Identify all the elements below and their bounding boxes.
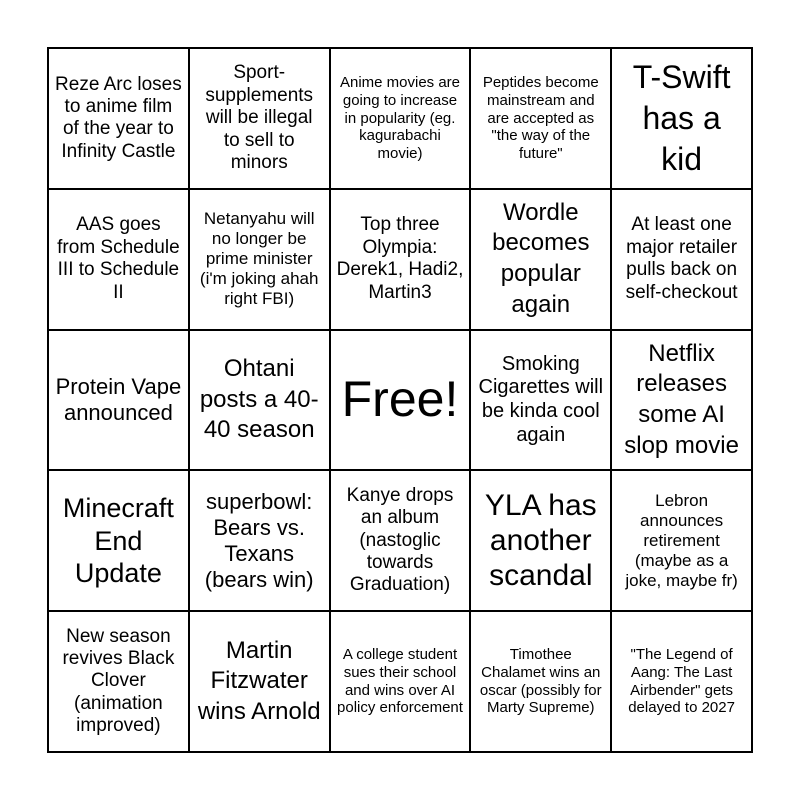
cell-text: Wordle becomes popular again xyxy=(492,198,590,318)
free-space-cell[interactable] xyxy=(330,330,471,471)
bingo-cell-r2c4[interactable] xyxy=(470,189,611,330)
bingo-cell-r2c2[interactable] xyxy=(189,189,330,330)
bingo-cell-r1c5[interactable] xyxy=(611,48,752,189)
cell-text: Top three Olympia: Derek1, Hadi2, Martin3 xyxy=(336,214,464,303)
bingo-cell-r5c3[interactable] xyxy=(330,611,471,752)
cell-text: At least one major retailer pulls back on self-checkout xyxy=(625,214,738,303)
cell-text: Smoking Cigarettes will be kinda cool again xyxy=(478,352,604,446)
cell-text: Free! xyxy=(341,371,459,428)
bingo-cell-r4c2[interactable] xyxy=(189,470,330,611)
bingo-cell-r4c3[interactable] xyxy=(330,470,471,611)
cell-text: Netanyahu will no longer be prime minister (i'm joking ahah right FBI) xyxy=(199,209,319,309)
bingo-board xyxy=(47,47,753,753)
cell-text: Minecraft End Update xyxy=(62,493,174,588)
cell-text: Ohtani posts a 40-40 season xyxy=(199,354,319,444)
bingo-cell-r1c3[interactable] xyxy=(330,48,471,189)
cell-text: YLA has another scandal xyxy=(484,488,597,593)
bingo-cell-r3c2[interactable] xyxy=(189,330,330,471)
cell-text: New season revives Black Clover (animation improved) xyxy=(62,625,175,737)
bingo-cell-r1c1[interactable] xyxy=(48,48,189,189)
cell-text: Kanye drops an album (nastoglic towards Graduation) xyxy=(346,484,454,596)
cell-text: superbowl: Bears vs. Texans (bears win) xyxy=(204,488,314,592)
cell-text: AAS goes from Schedule III to Schedule II xyxy=(57,214,180,303)
cell-text: Netflix releases some AI slop movie xyxy=(624,339,739,459)
bingo-cell-r5c2[interactable] xyxy=(189,611,330,752)
cell-text: Sport-supplements will be illegal to sell to minors xyxy=(205,62,314,173)
cell-text: Martin Fitzwater wins Arnold xyxy=(197,636,321,725)
bingo-cell-r5c5[interactable] xyxy=(611,611,752,752)
bingo-cell-r1c2[interactable] xyxy=(189,48,330,189)
bingo-cell-r3c4[interactable] xyxy=(470,330,611,471)
cell-text: A college student sues their school and wins over AI policy enforcement xyxy=(337,646,463,717)
bingo-cell-r5c1[interactable] xyxy=(48,611,189,752)
bingo-cell-r3c5[interactable] xyxy=(611,330,752,471)
bingo-cell-r4c5[interactable] xyxy=(611,470,752,611)
bingo-cell-r2c3[interactable] xyxy=(330,189,471,330)
bingo-cell-r4c4[interactable] xyxy=(470,470,611,611)
bingo-cell-r4c1[interactable] xyxy=(48,470,189,611)
cell-text: Lebron announces retirement (maybe as a joke, maybe fr) xyxy=(625,490,738,590)
cell-text: Protein Vape announced xyxy=(55,374,182,425)
bingo-cell-r2c5[interactable] xyxy=(611,189,752,330)
bingo-cell-r2c1[interactable] xyxy=(48,189,189,330)
cell-text: Timothee Chalamet wins an oscar (possibly for Marty Supreme) xyxy=(479,646,602,717)
bingo-cell-r3c1[interactable] xyxy=(48,330,189,471)
bingo-cell-r1c4[interactable] xyxy=(470,48,611,189)
cell-text: Peptides become mainstream and are accepted as "the way of the future" xyxy=(482,74,599,162)
cell-text: T-Swift has a kid xyxy=(632,58,731,177)
bingo-cell-r5c4[interactable] xyxy=(470,611,611,752)
cell-text: Reze Arc loses to anime film of the year to Infinity Castle xyxy=(55,73,182,162)
cell-text: Anime movies are going to increase in popularity (eg. kagurabachi movie) xyxy=(339,74,461,162)
cell-text: "The Legend of Aang: The Last Airbender" gets delayed to 2027 xyxy=(628,646,735,717)
